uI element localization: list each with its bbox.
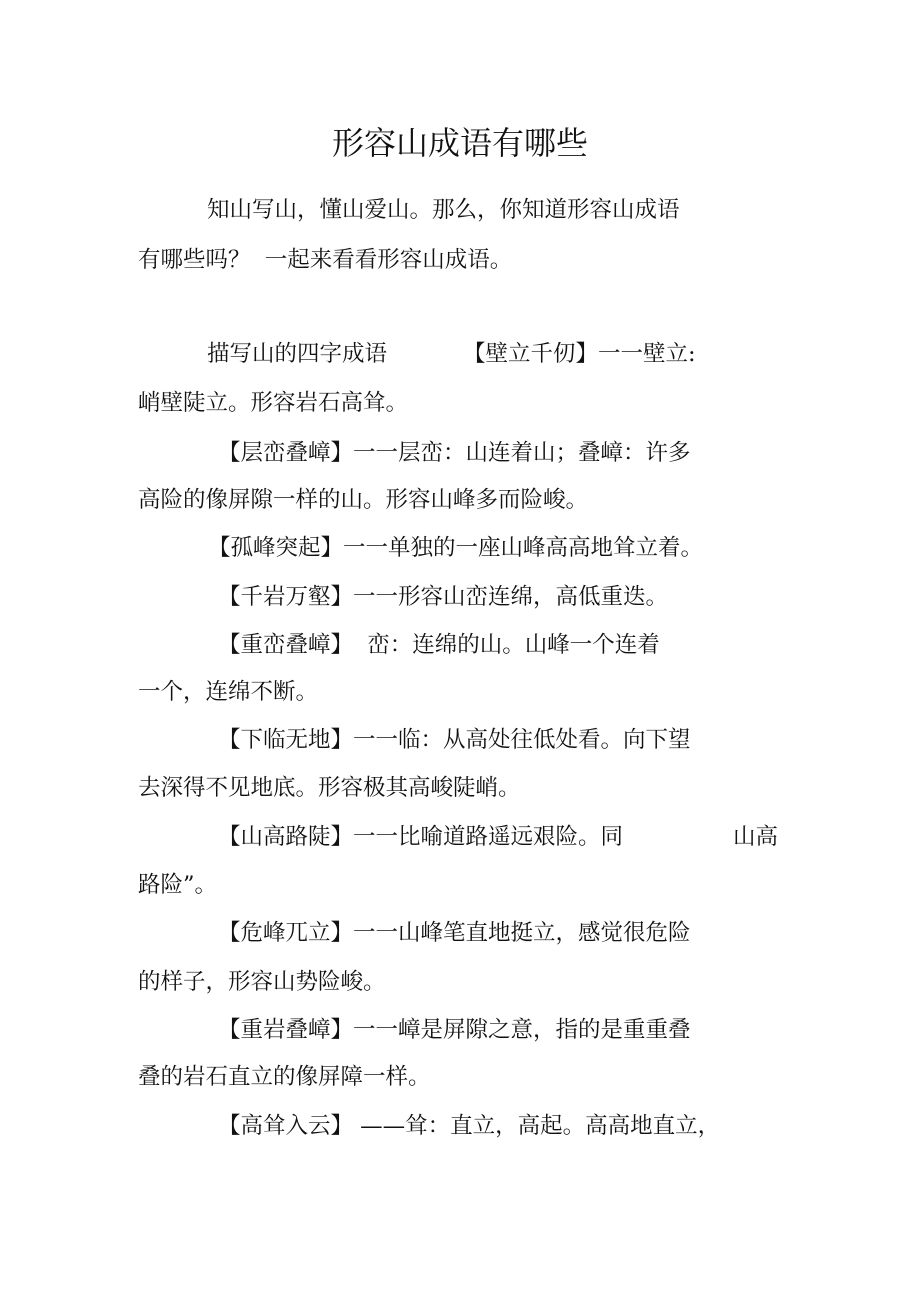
idiom-line: 【层峦叠嶂】一一层峦：山连着山；叠嶂：许多 xyxy=(218,440,691,466)
idiom-line: 去深得不见地底。形容极其高峻陡峭。 xyxy=(138,775,521,801)
idiom-line: 高险的像屏隙一样的山。形容山峰多而险峻。 xyxy=(138,487,589,513)
idiom-line: 一个，连绵不断。 xyxy=(138,679,319,705)
document-title: 形容山成语有哪些 xyxy=(331,124,588,162)
idiom-line: 山高 xyxy=(733,824,779,850)
idiom-line: 【山高路陡】一一比喻道路遥远艰险。同 xyxy=(218,824,624,850)
idiom-line: 峭壁陡立。形容岩石高耸。 xyxy=(138,390,409,416)
section-heading: 描写山的四字成语 xyxy=(207,341,388,367)
idiom-line: 【千岩万壑】一一形容山峦连绵，高低重迭。 xyxy=(218,584,669,610)
idiom-line: 【高耸入云】 ——耸：直立，高起。高高地直立， xyxy=(218,1113,721,1139)
idiom-line: 【下临无地】一一临：从高处往低处看。向下望 xyxy=(218,727,691,753)
idiom-line: 的样子，形容山势险峻。 xyxy=(138,969,386,995)
intro-line: 有哪些吗？ 一起来看看形容山成语。 xyxy=(138,247,513,273)
idiom-line: 【重岩叠嶂】一一嶂是屏隙之意，指的是重重叠 xyxy=(218,1017,691,1043)
idiom-line: 【壁立千仞】一一壁立: xyxy=(463,341,696,367)
idiom-line: 叠的岩石直立的像屏障一样。 xyxy=(138,1064,431,1090)
idiom-line: 【孤峰突起】一一单独的一座山峰高高地耸立着。 xyxy=(208,535,704,561)
idiom-line: 【重峦叠嶂】 峦：连绵的山。山峰一个连着 xyxy=(218,632,660,658)
intro-line: 知山写山，懂山爱山。那么，你知道形容山成语 xyxy=(207,197,680,223)
idiom-line: 【危峰兀立】一一山峰笔直地挺立，感觉很危险 xyxy=(218,920,691,946)
idiom-line: 路险”。 xyxy=(138,872,218,898)
